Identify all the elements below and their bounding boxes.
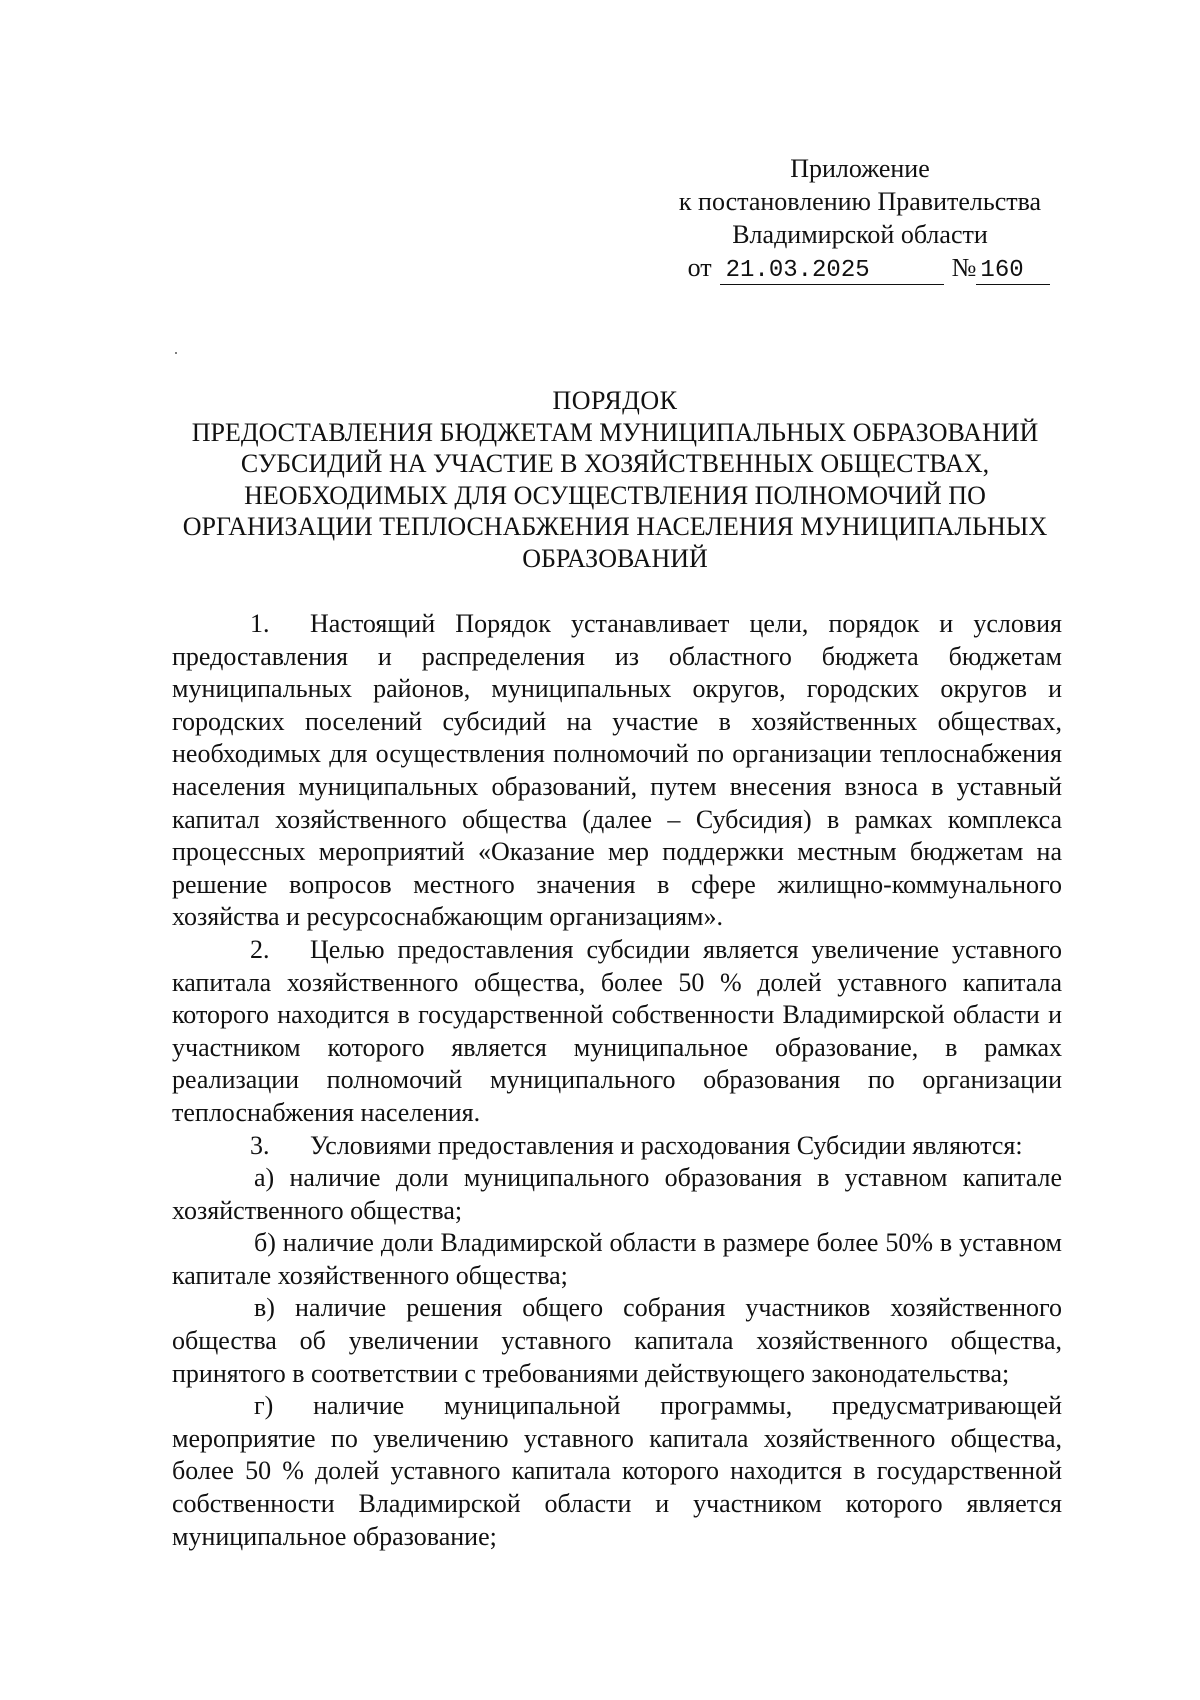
- title-heading: ПОРЯДОК: [552, 386, 678, 415]
- condition-item-a: а) наличие доли муниципального образования в уставном капитале хозяйственного общества;: [172, 1163, 1062, 1225]
- paragraph-3-number: 3.: [250, 1130, 270, 1160]
- number-prefix: №: [951, 253, 977, 282]
- date-prefix: от: [687, 253, 712, 282]
- document-title: [175, 385, 1055, 574]
- paragraph-2-text: Целью предоставления субсидии является увеличение уставного капитала хозяйственного общества, более 50 % долей уставного капитала которого находится в государственной собственности Владимирской области и участником которого является муниципальное образование, в рамках реализации полномочий муниципального образования по организации теплоснабжения населения.: [172, 934, 1062, 1127]
- paragraph-1: [172, 608, 1062, 934]
- appendix-region: Владимирской области: [732, 220, 988, 249]
- paragraph-2-number: 2.: [250, 934, 270, 964]
- resolution-number: 160: [976, 258, 1050, 285]
- condition-item-d: г) наличие муниципальной программы, предусматривающей мероприятие по увеличению уставного капитала хозяйственного общества, более 50 % долей уставного капитала которого находится в государственной собственности Владимирской области и участником которого является муниципальное образование;: [172, 1391, 1062, 1551]
- condition-item-c: в) наличие решения общего собрания участников хозяйственного общества об увеличении уставного капитала хозяйственного общества, принятого в соответствии с требованиями действующего законодательства;: [172, 1293, 1062, 1388]
- resolution-date: 21.03.2025: [720, 258, 944, 285]
- paragraph-2: [172, 934, 1062, 1130]
- document-body: [172, 608, 1062, 1553]
- condition-item-b: б) наличие доли Владимирской области в размере более 50% в уставном капитале хозяйственного общества;: [172, 1228, 1062, 1290]
- paragraph-1-number: 1.: [250, 609, 270, 638]
- paragraph-3: [172, 1130, 1062, 1163]
- paragraph-3-text: Условиями предоставления и расходования Субсидии являются:: [310, 1130, 1023, 1160]
- appendix-date-number-line: [658, 251, 1080, 285]
- appendix-resolution-ref: к постановлению Правительства: [678, 187, 1042, 216]
- appendix-title: Приложение: [790, 154, 930, 183]
- title-subheading: ПРЕДОСТАВЛЕНИЯ БЮДЖЕТАМ МУНИЦИПАЛЬНЫХ ОБРАЗОВАНИЙ СУБСИДИЙ НА УЧАСТИЕ В ХОЗЯЙСТВЕННЫХ ОБЩЕСТВАХ, НЕОБХОДИМЫХ ДЛЯ ОСУЩЕСТВЛЕНИЯ ПОЛНОМОЧИЙ ПО ОРГАНИЗАЦИИ ТЕПЛОСНАБЖЕНИЯ НАСЕЛЕНИЯ МУНИЦИПАЛЬНЫХ ОБРАЗОВАНИЙ: [182, 417, 1048, 573]
- appendix-header: [640, 152, 1080, 285]
- paragraph-1-text: Настоящий Порядок устанавливает цели, порядок и условия предоставления и распределения из областного бюджета бюджетам муниципальных районов, муниципальных округов, городских округов и городских поселений субсидий на участие в хозяйственных обществах, необходимых для осуществления полномочий по организации теплоснабжения населения муниципальных образований, путем внесения взноса в уставный капитал хозяйственного общества (далее – Субсидия) в рамках комплекса процессных мероприятий «Оказание мер поддержки местным бюджетам на решение вопросов местного значения в сфере жилищно-коммунального хозяйства и ресурсоснабжающим организациям».: [172, 609, 1062, 932]
- scan-speck: [175, 352, 177, 354]
